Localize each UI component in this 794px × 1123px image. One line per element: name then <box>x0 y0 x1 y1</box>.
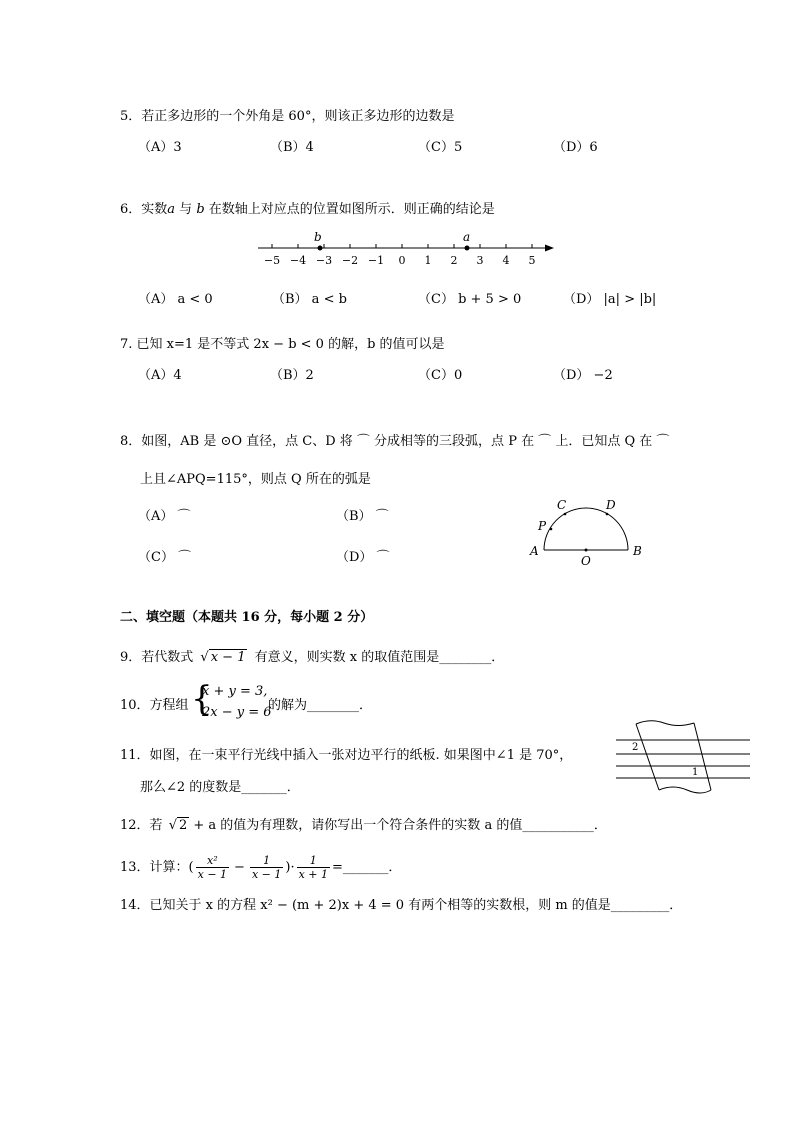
q8-option-c: （C） ⌒ <box>138 550 192 565</box>
q5-option-a: （A）3 <box>138 140 182 155</box>
point-a-label: a <box>463 230 471 244</box>
semicircle-figure <box>522 496 652 568</box>
section2-title: 二、填空题（本题共 16 分，每小题 2 分） <box>120 610 374 625</box>
q10-eq1: x + y = 3, <box>202 684 268 699</box>
q8-option-d: （D） ⌒ <box>336 550 390 565</box>
q12: 12．若 √ 2 + a 的值为有理数，请你写出一个符合条件的实数 a 的值___________． <box>120 818 607 833</box>
number-line <box>250 228 560 270</box>
q11-line2: 那么∠2 的度数是_______． <box>140 780 300 795</box>
angle-2-label: 2 <box>632 742 639 753</box>
q6-stem: 6．实数a 与 b 在数轴上对应点的位置如图所示．则正确的结论是 <box>120 202 495 217</box>
tick-label: −1 <box>367 254 385 267</box>
fraction-2: $\frac{1}{x - 1}$ <box>251 854 282 881</box>
q7-stem: 7. 已知 x=1 是不等式 2x − b < 0 的解，b 的值可以是 <box>120 337 445 352</box>
q6-option-d: （D） |a| > |b| <box>563 292 657 307</box>
brace-icon: { <box>191 679 213 719</box>
angle-1-label: 1 <box>692 767 699 778</box>
q10-before: 10．方程组 <box>120 698 189 713</box>
q7-option-b: （B）2 <box>270 368 314 383</box>
tick-label: −3 <box>315 254 333 267</box>
tick-label: 0 <box>398 254 406 267</box>
label-P: P <box>538 519 547 533</box>
label-B: B <box>633 544 642 558</box>
q6-option-b: （B） a < b <box>272 292 347 307</box>
q5-option-c: （C）5 <box>418 140 463 155</box>
q8-option-b: （B） ⌒ <box>336 509 389 524</box>
q6-option-a: （A） a < 0 <box>138 292 213 307</box>
q5-option-b: （B）4 <box>270 140 314 155</box>
sqrt-2: √ 2 <box>168 818 188 833</box>
label-O: O <box>581 554 591 568</box>
q8-option-a: （A） ⌒ <box>138 509 191 524</box>
q14: 14．已知关于 x 的方程 x² − (m + 2)x + 4 = 0 有两个相等的实数根，则 m 的值是_________． <box>120 898 683 913</box>
parallel-light-figure <box>612 718 754 798</box>
q5-stem: 5．若正多边形的一个外角是 60°，则该正多边形的边数是 <box>120 109 455 124</box>
q13: 13．计算：( $\frac{\text{x²}}{x - 1}$ − $\frac{1}{x - 1}$ )· $\frac{1}{x + 1}$ =_______． <box>120 854 402 881</box>
point-b-label: b <box>314 230 322 244</box>
label-C: C <box>557 498 567 512</box>
tick-label: 3 <box>476 254 484 267</box>
q9: 9．若代数式 √ x − 1 有意义，则实数 x 的取值范围是________． <box>120 650 505 665</box>
tick-label: 4 <box>502 254 510 267</box>
point-a <box>465 246 470 251</box>
q10-eq2: 2x − y = 6 <box>202 705 272 720</box>
label-D: D <box>606 498 616 512</box>
label-A: A <box>530 544 539 558</box>
point-b <box>318 246 323 251</box>
sqrt-expression: √ x − 1 <box>200 650 246 665</box>
q8-line2: 上且∠APQ=115°，则点 Q 所在的弧是 <box>140 472 371 487</box>
tick-label: 5 <box>528 254 536 267</box>
tick-label: 1 <box>424 254 432 267</box>
tick-label: −5 <box>263 254 281 267</box>
fraction-3: $\frac{1}{x + 1}$ <box>298 854 329 881</box>
q7-option-c: （C）0 <box>418 368 463 383</box>
q8-line1: 8．如图，AB 是 ⊙O 直径，点 C、D 将 ⌒ 分成相等的三段弧，点 P 在 ⌒ 上．已知点 Q 在 ⌒ <box>120 434 670 449</box>
tick-label: −2 <box>341 254 359 267</box>
q5-option-d: （D）6 <box>553 140 598 155</box>
q6-option-c: （C） b + 5 > 0 <box>418 292 522 307</box>
q11-line1: 11．如图，在一束平行光线中插入一张对边平行的纸板. 如果图中∠1 是 70°， <box>120 748 573 763</box>
q7-option-a: （A）4 <box>138 368 182 383</box>
tick-label: 2 <box>450 254 458 267</box>
fraction-1: $\frac{\text{x²}}{x - 1}$ <box>197 854 228 881</box>
tick-label: −4 <box>289 254 307 267</box>
q7-option-d: （D） −2 <box>553 368 613 383</box>
q10-after: 的解为________． <box>268 698 373 713</box>
